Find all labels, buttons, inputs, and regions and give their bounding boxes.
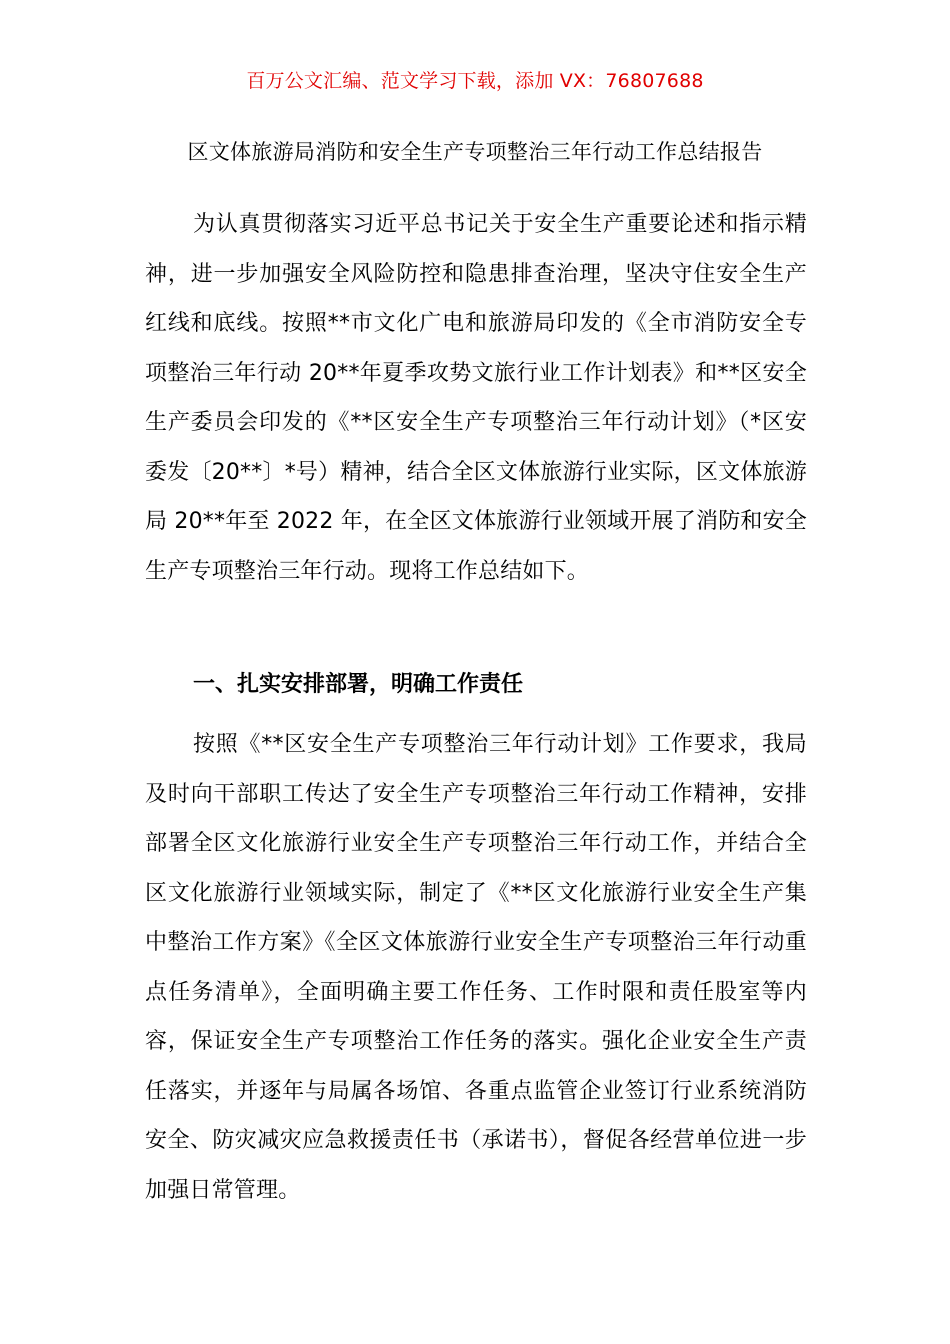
intro-paragraph: 为认真贯彻落实习近平总书记关于安全生产重要论述和指示精神，进一步加强安全风险防控和隐患排查治理，坚决守住安全生产红线和底线。按照**市文化广电和旅游局印发的《全市消防安全专项整治三年行动 20**年夏季攻势文旅行业工作计划表》和**区安全生产委员会印发的《**区安全生产专项整治三年行动计划》（*区安委发〔20**〕*号）精神，结合全区文体旅游行业实际，区文体旅游局 20**年至 2022 年，在全区文体旅游行业领域开展了消防和安全生产专项整治三年行动。现将工作总结如下。	[145, 212, 807, 584]
section-1-heading: 一、扎实安排部署，明确工作责任	[193, 672, 524, 697]
document-title: 区文体旅游局消防和安全生产专项整治三年行动工作总结报告	[187, 140, 763, 164]
watermark-header: 百万公文汇编、范文学习下载，添加 VX：76807688	[246, 70, 704, 92]
section-1-paragraph: 按照《**区安全生产专项整治三年行动计划》工作要求，我局及时向干部职工传达了安全生产专项整治三年行动工作精神，安排部署全区文化旅游行业安全生产专项整治三年行动工作，并结合全区文化旅游行业领域实际，制定了《**区文化旅游行业安全生产集中整治工作方案》《全区文体旅游行业安全生产专项整治三年行动重点任务清单》，全面明确主要工作任务、工作时限和责任股室等内容，保证安全生产专项整治工作任务的落实。强化企业安全生产责任落实，并逐年与局属各场馆、各重点监管企业签订行业系统消防安全、防灾减灾应急救援责任书（承诺书），督促各经营单位进一步加强日常管理。	[145, 732, 807, 1203]
